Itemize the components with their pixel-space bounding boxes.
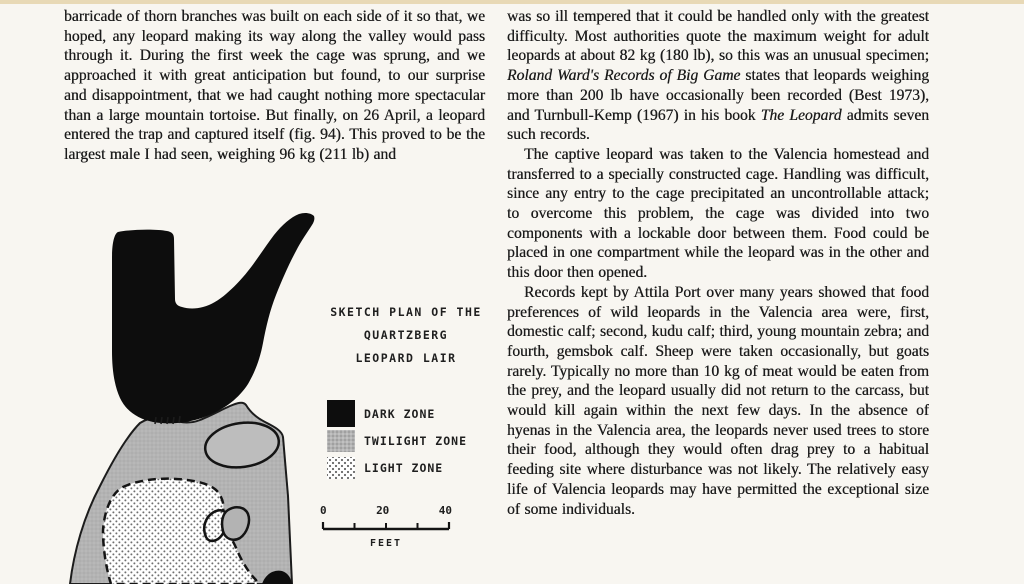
body-paragraph: Records kept by Attila Port over many years showed that food preferences of wild leopards in the Valencia area were, first, domestic calf; second, kudu calf; third, young mountain zebra; and fourth, gemsbok calf. Sheep were taken occasionally, but goats rarely. Typically no more than 10 kg of meat would be eaten from the prey, and the leopard usually did not return to the carcass, but would kill again within the next few days. In the absence of hyenas in the Valencia area, the leopards never used trees to store their food, although they would often drag prey to a habitual feeding site where disturbance was not likely. The relatively easy life of Valencia leopards may have permitted the exceptional size of some individuals. [507, 283, 929, 518]
page-top-edge [0, 0, 1024, 4]
lair-map-drawing [55, 196, 325, 584]
legend-label: TWILIGHT ZONE [364, 433, 468, 448]
scale-tick-label: 40 [438, 504, 452, 517]
legend-row-light [327, 454, 467, 481]
body-paragraph: was so ill tempered that it could be handled only with the greatest difficulty. Most authorities quote the maximum weight for adult leopards at about 82 kg (180 lb), so this was an unusual specimen; Roland Ward's Records of Big Game states that leopards weighing more than 200 lb have occasionally been recorded (Best 1973), and Turnbull-Kemp (1967) in his book The Leopard admits seven such records. [507, 8, 929, 144]
legend-label: DARK ZONE [364, 406, 436, 421]
figure-legend [327, 400, 467, 481]
legend-row-twilight [327, 427, 467, 454]
body-paragraph: The captive leopard was taken to the Valencia homestead and transferred to a specially constructed cage. Handling was difficult, since any entry to the cage precipitated an uncontrollable attack; to overcome this problem, the cage was divided into two components with a lockable door between them. Food could be placed in one compartment while the leopard was in the other and this door then opened. [507, 145, 929, 282]
figure-title-line: LEOPARD LAIR [355, 351, 457, 365]
light-zone-swatch [327, 457, 355, 479]
scale-tick-label: 20 [376, 504, 390, 517]
twilight-zone-swatch [327, 430, 355, 452]
figure-title [322, 301, 490, 370]
body-paragraph: barricade of thorn branches was built on each side of it so that, we hoped, any leopard making its way along the valley would pass through it. During the first week the cage was sprung, and we approached it with great anticipation but found, to our surprise and disappointment, that we had caught nothing more spectacular than a large mountain tortoise. But finally, on 26 April, a leopard entered the trap and captured itself (fig. 94). This proved to be the largest male I had seen, weighing 96 kg (211 lb) and [64, 8, 485, 163]
figure-title-line: QUARTZBERG [363, 328, 449, 342]
left-text-column [64, 7, 485, 165]
scale-bar [320, 504, 452, 549]
scale-bar-line [320, 520, 452, 533]
scale-unit-label: FEET [369, 538, 403, 549]
scale-tick-labels [320, 504, 452, 518]
dark-zone-shape [112, 213, 314, 423]
dark-zone-swatch [327, 400, 355, 427]
scale-tick-label: 0 [320, 504, 327, 517]
pocket-grey-shape [222, 507, 249, 540]
figure-title-line: SKETCH PLAN OF THE [330, 305, 482, 319]
right-text-column [507, 7, 929, 584]
legend-row-dark [327, 400, 467, 427]
legend-label: LIGHT ZONE [364, 460, 444, 475]
